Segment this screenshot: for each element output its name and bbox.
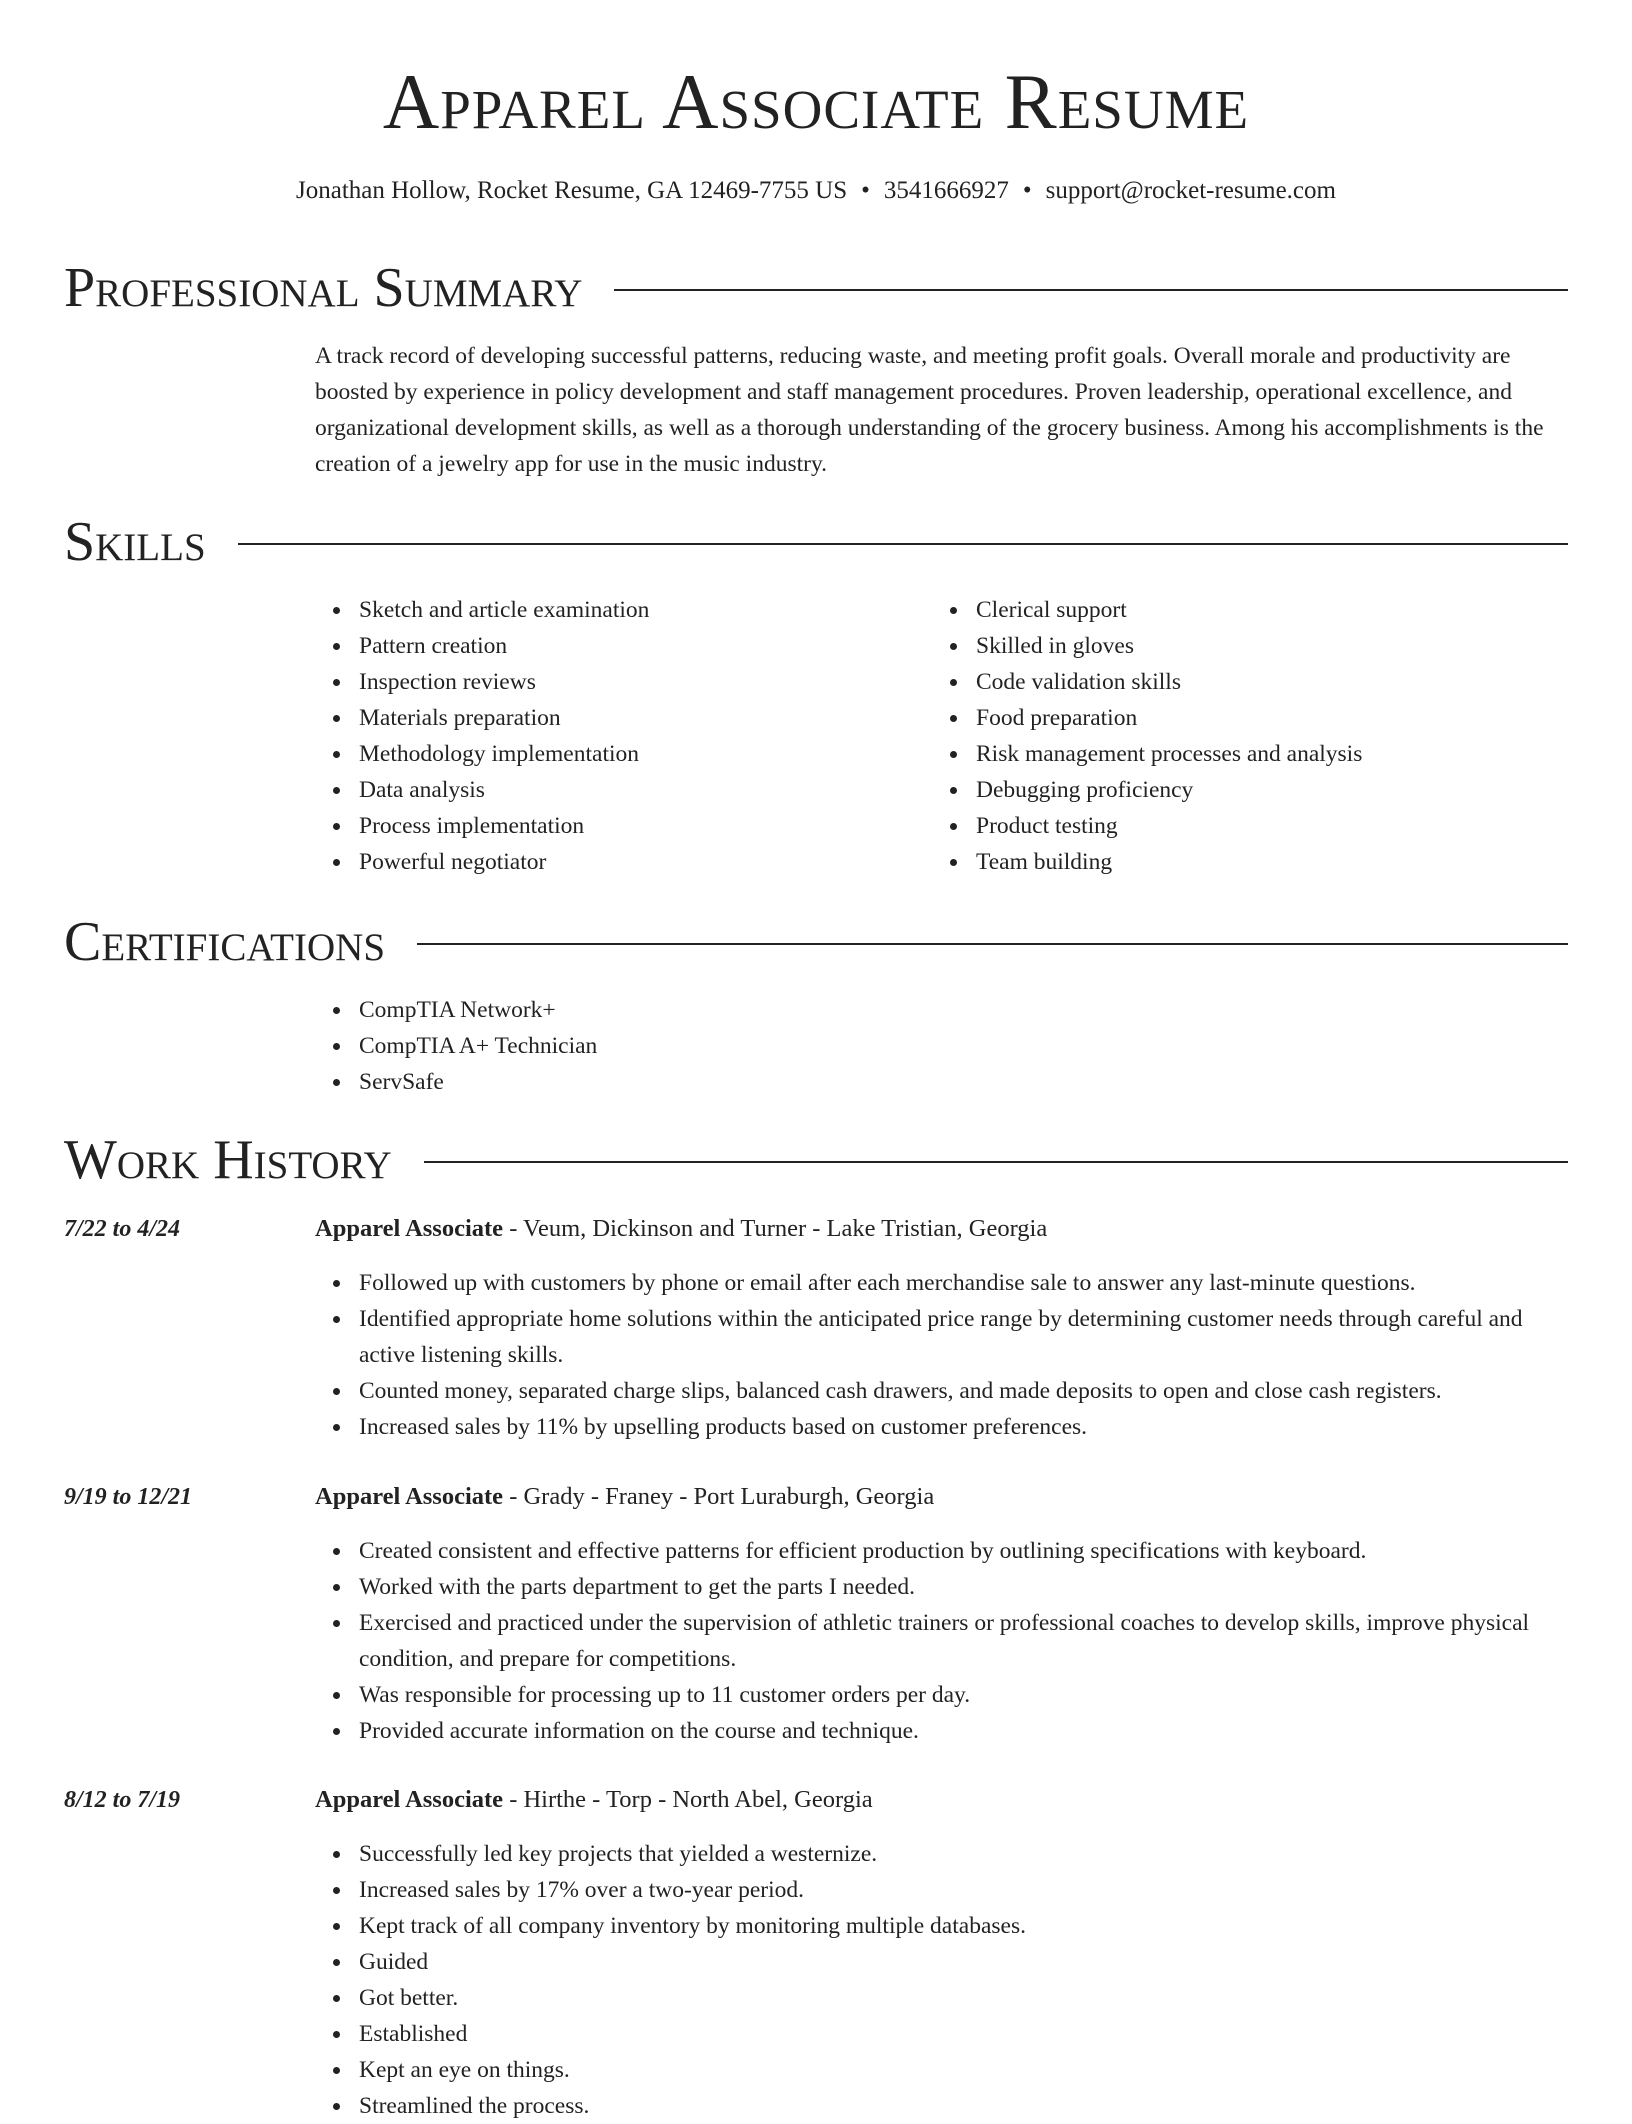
skills-list	[315, 592, 1568, 880]
task-item: Streamlined the process.	[359, 2088, 1568, 2124]
summary-heading: Professional Summary	[64, 257, 583, 319]
skill-item: Food preparation	[976, 700, 1549, 736]
job-role: Apparel Associate	[315, 1786, 504, 1813]
skill-item: Process implementation	[359, 808, 932, 844]
skill-item: Debugging proficiency	[976, 772, 1549, 808]
task-item: Provided accurate information on the course and technique.	[359, 1713, 1568, 1749]
job-header	[315, 1479, 934, 1515]
contact-separator: •	[861, 177, 870, 204]
task-item: Increased sales by 11% by upselling products based on customer preferences.	[359, 1409, 1568, 1445]
job-employer-location: - Grady - Franey - Port Luraburgh, Georgia	[503, 1483, 935, 1510]
certification-item: CompTIA Network+	[359, 992, 1568, 1028]
task-item: Counted money, separated charge slips, balanced cash drawers, and made deposits to open and close cash registers.	[359, 1373, 1568, 1409]
skill-item: Product testing	[976, 808, 1549, 844]
contact-address: Jonathan Hollow, Rocket Resume, GA 12469-7755 US	[296, 177, 848, 204]
skill-item: Powerful negotiator	[359, 844, 932, 880]
skills-section-header	[64, 510, 1568, 574]
contact-separator: •	[1022, 177, 1032, 204]
task-item: Successfully led key projects that yielded a westernize.	[359, 1836, 1568, 1872]
section-divider	[417, 943, 1568, 945]
skills-column-left	[315, 592, 932, 880]
job-header	[315, 1782, 873, 1818]
contact-email: support@rocket-resume.com	[1045, 177, 1336, 204]
task-item: Exercised and practiced under the supervision of athletic trainers or professional coaches to develop skills, improve physical condition, and prepare for competitions.	[359, 1605, 1568, 1677]
job-dates: 8/12 to 7/19	[64, 1787, 181, 1813]
task-item: Kept an eye on things.	[359, 2052, 1568, 2088]
job-header	[315, 1211, 1047, 1247]
task-item: Kept track of all company inventory by monitoring multiple databases.	[359, 1908, 1568, 1944]
certifications-heading: Certifications	[64, 911, 386, 973]
contact-line	[64, 174, 1568, 208]
task-item: Increased sales by 17% over a two-year period.	[359, 1872, 1568, 1908]
summary-text: A track record of developing successful patterns, reducing waste, and meeting profit goals. Overall morale and productivity are boosted by experience in policy development and staff management procedures. Proven leadership, operational excellence, and organizational development skills, as well as a thorough understanding of the grocery business. Among his accomplishments is the creation of a jewelry app for use in the music industry.	[315, 343, 1544, 477]
section-divider	[424, 1161, 1568, 1163]
summary-section-header	[64, 256, 1568, 320]
skill-item: Team building	[976, 844, 1549, 880]
section-divider	[614, 289, 1568, 291]
job-tasks	[315, 1836, 1568, 2124]
job-role: Apparel Associate	[315, 1215, 504, 1242]
certification-item: CompTIA A+ Technician	[359, 1028, 1568, 1064]
job-employer-location: - Hirthe - Torp - North Abel, Georgia	[503, 1786, 873, 1813]
skill-item: Inspection reviews	[359, 664, 932, 700]
section-divider	[238, 543, 1568, 545]
task-item: Guided	[359, 1944, 1568, 1980]
certifications-list	[315, 992, 1568, 1100]
skills-column-right	[932, 592, 1549, 880]
job-dates: 7/22 to 4/24	[64, 1216, 181, 1242]
job-employer-location: - Veum, Dickinson and Turner - Lake Tristian, Georgia	[503, 1215, 1048, 1242]
job-tasks	[315, 1265, 1568, 1445]
task-item: Identified appropriate home solutions within the anticipated price range by determining customer needs through careful and active listening skills.	[359, 1301, 1568, 1373]
skill-item: Pattern creation	[359, 628, 932, 664]
job-dates: 9/19 to 12/21	[64, 1484, 193, 1510]
job-role: Apparel Associate	[315, 1483, 504, 1510]
resume-title: Apparel Associate Resume	[382, 58, 1250, 145]
skill-item: Code validation skills	[976, 664, 1549, 700]
task-item: Established	[359, 2016, 1568, 2052]
task-item: Followed up with customers by phone or email after each merchandise sale to answer any last-minute questions.	[359, 1265, 1568, 1301]
skill-item: Risk management processes and analysis	[976, 736, 1549, 772]
task-item: Created consistent and effective patterns for efficient production by outlining specifications with keyboard.	[359, 1533, 1568, 1569]
task-item: Worked with the parts department to get the parts I needed.	[359, 1569, 1568, 1605]
skill-item: Data analysis	[359, 772, 932, 808]
skill-item: Clerical support	[976, 592, 1549, 628]
certification-item: ServSafe	[359, 1064, 1568, 1100]
work-history-section-header	[64, 1128, 1568, 1192]
skill-item: Methodology implementation	[359, 736, 932, 772]
task-item: Got better.	[359, 1980, 1568, 2016]
skills-heading: Skills	[64, 511, 206, 573]
skill-item: Materials preparation	[359, 700, 932, 736]
skill-item: Sketch and article examination	[359, 592, 932, 628]
certifications-section-header	[64, 910, 1568, 974]
skill-item: Skilled in gloves	[976, 628, 1549, 664]
work-history-heading: Work History	[64, 1129, 392, 1191]
contact-phone: 3541666927	[883, 177, 1009, 204]
job-tasks	[315, 1533, 1568, 1749]
task-item: Was responsible for processing up to 11 customer orders per day.	[359, 1677, 1568, 1713]
